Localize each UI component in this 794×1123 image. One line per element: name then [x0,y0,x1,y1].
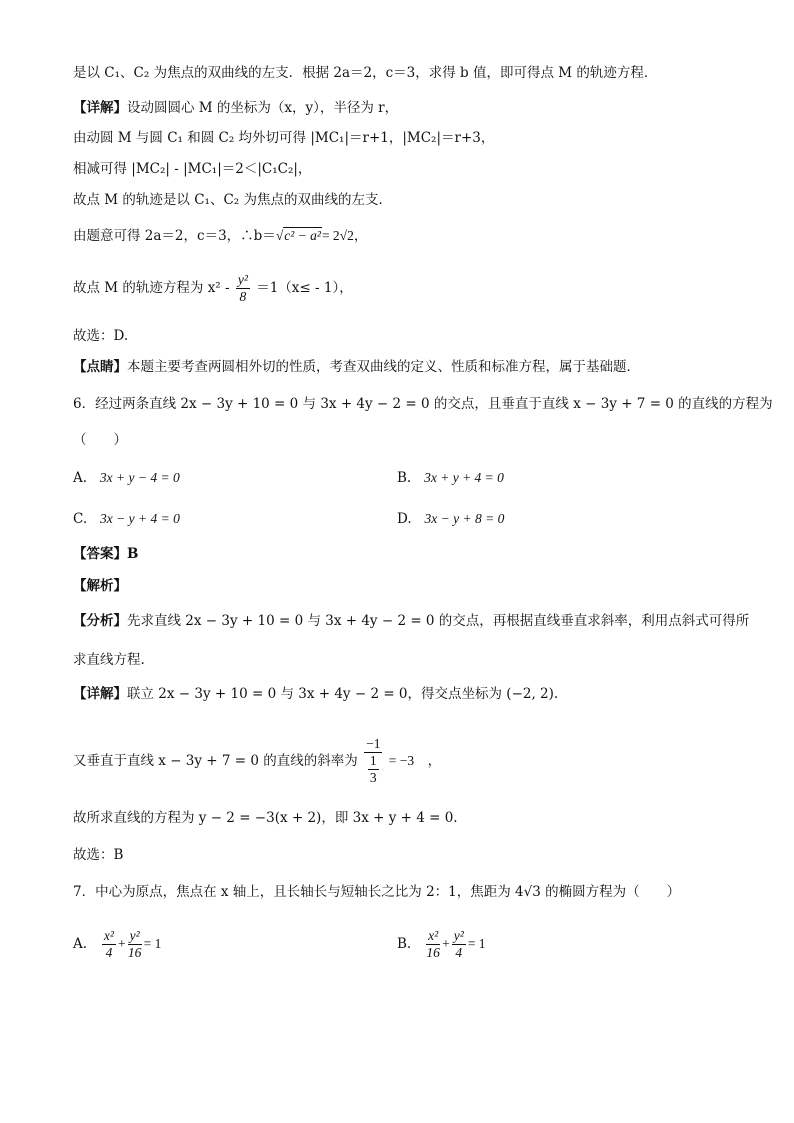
compound-fraction: $\frac{-1}{\frac{1}{3}}$ [366,736,381,786]
slope-text: 又垂直于直线 x − 3y + 7 = 0 的直线的斜率为 [73,752,358,769]
derivation-text: 由题意可得 2a＝2，c＝3，∴b＝ [73,228,276,244]
sqrt-expression: c² − a² [284,228,321,243]
analysis-text: 先求直线 2x − 3y + 10 = 0 与 3x + 4y − 2 = 0 的交点，再根据直线垂直求斜率，利用点斜式可得所 [127,613,750,629]
option-text: 3x + y + 4 = 0 [424,470,504,485]
comment-label: 【点睛】 [73,359,127,375]
derivation-result: = 2√2， [321,228,368,243]
answer-label: 【答案】B [73,546,139,562]
trajectory-rhs: ＝1（x≤ - 1）， [256,280,353,297]
option-text: 3x + y − 4 = 0 [99,470,180,485]
fraction: $\frac{\text{x²}}{4}$ [103,928,114,961]
option-a: A. $\frac{\text{x²}}{4}$ + $\frac{\text{y²}}{16}$ = 1 [73,928,162,961]
option-text: 3x − y + 4 = 0 [100,511,180,526]
detail-paragraph [73,688,558,702]
fraction: $\frac{\text{y²}}{16}$ [127,928,142,961]
question-7-stem: 7．中心为原点，焦点在 x 轴上，且长轴长与短轴长之比为 2：1，焦距为 4√3 的椭圆方程为（ ） [73,884,681,900]
option-label: A. [73,470,88,486]
question-6-stem: 6．经过两条直线 2x − 3y + 10 = 0 与 3x + 4y − 2 = 0 的交点，且垂直于直线 x − 3y + 7 = 0 的直线的方程为 [73,396,773,412]
option-c [73,511,180,527]
answer-blank: （ ） [73,432,127,448]
option-b [397,470,504,486]
option-d [397,511,504,527]
option-label: B. [397,936,412,953]
detail-text: 联立 2x − 3y + 10 = 0 与 3x + 4y − 2 = 0，得交点坐标为 (−2, 2). [127,686,559,702]
fraction: $\frac{\text{x²}}{16}$ [426,928,440,961]
solution-text-line: 由动圆 M 与圆 C₁ 和圆 C₂ 均外切可得 |MC₁|＝r+1，|MC₂|＝r+3， [73,130,495,146]
detail-label: 【详解】 [73,100,127,116]
analysis-label: 【解析】 [73,578,127,594]
slope-result: = −3 ， [388,752,442,768]
solution-text-line: 故点 M 的轨迹是以 C₁、C₂ 为焦点的双曲线的左支． [73,192,392,208]
option-label: B. [397,470,412,486]
option-a [73,470,180,486]
solution-text-line: 相减可得 |MC₂| - |MC₁|＝2＜|C₁C₂|， [73,161,312,177]
comment-text: 本题主要考查两圆相外切的性质，考查双曲线的定义、性质和标准方程，属于基础题． [127,359,640,375]
analysis-text-line: 求直线方程. [73,652,145,668]
analysis-paragraph [73,615,749,629]
detail-text: 设动圆圆心 M 的坐标为（x，y），半径为 r， [127,100,399,116]
option-label: A. [73,936,88,953]
option-rhs: = 1 [467,936,486,952]
fraction: $\frac{\text{y²}}{4}$ [453,928,464,961]
solution-b-derivation: 由题意可得 2a＝2，c＝3，∴b＝√c² − a²= 2√2， [73,228,368,244]
option-b: B. $\frac{\text{x²}}{16}$ + $\frac{\text{y²}}{4}$ = 1 [397,928,486,961]
comment-paragraph [73,361,640,375]
trajectory-text: 故点 M 的轨迹方程为 x² - [73,280,230,297]
choice-line: 故选：B [73,847,124,863]
solution-text-line: 是以 C₁、C₂ 为焦点的双曲线的左支．根据 2a＝2，c＝3，求得 b 值，即可得点 M 的轨迹方程． [73,65,658,81]
final-equation-line: 故所求直线的方程为 y − 2 = −3(x + 2)，即 3x + y + 4 = 0. [73,810,458,826]
slope-line [73,736,441,787]
trajectory-equation [73,272,353,305]
option-label: D. [397,511,412,527]
option-rhs: = 1 [143,936,162,952]
choice-line: 故选：D. [73,328,129,344]
option-label: C. [73,511,88,527]
fraction: $\frac{\text{y²}}{8}$ [237,272,248,305]
analysis-heading: 【分析】 [73,613,127,629]
detail-label: 【详解】 [73,686,127,702]
detail-paragraph [73,102,398,116]
option-text: 3x − y + 8 = 0 [424,511,505,526]
